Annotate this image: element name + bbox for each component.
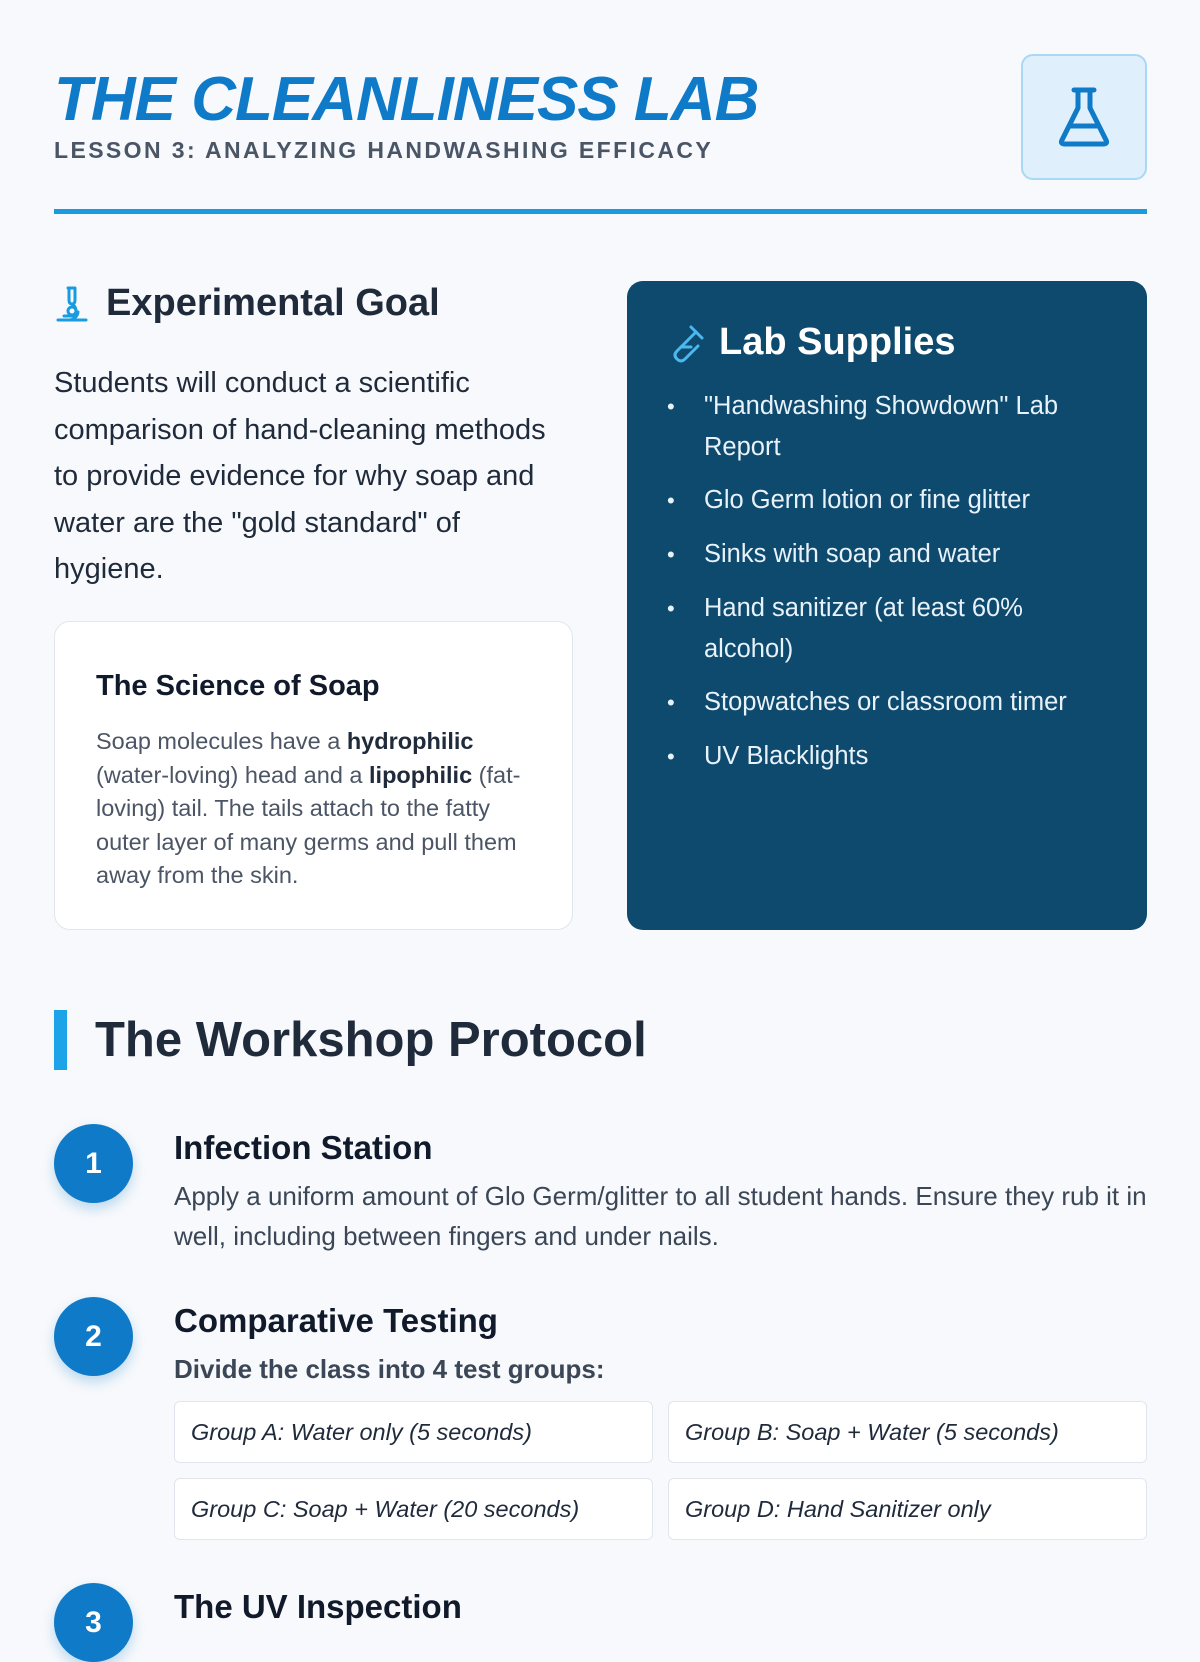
test-group-c: Group C: Soap + Water (20 seconds)	[174, 1478, 653, 1540]
bullet-icon: •	[667, 542, 675, 567]
science-of-soap-card	[54, 621, 573, 930]
supplies-title: Lab Supplies	[719, 321, 956, 363]
microscope-icon	[54, 285, 90, 323]
supply-item	[667, 682, 1107, 723]
supply-label: "Handwashing Showdown" Lab Report	[704, 392, 1059, 461]
step-body	[174, 1587, 1147, 1627]
supply-label: Stopwatches or classroom timer	[704, 688, 1067, 716]
soap-text-part: Soap molecules have a	[96, 728, 347, 754]
supplies-heading	[667, 321, 1107, 364]
step-description: Apply a uniform amount of Glo Germ/glitter to all student hands. Ensure they rub it in well, including between fingers and under nails.	[174, 1181, 1147, 1251]
test-tube-icon	[667, 324, 705, 362]
supplies-list	[667, 386, 1107, 777]
goal-description: Students will conduct a scientific comparison of hand-cleaning methods to provide evidence for why soap and water are the "gold standard" of hygiene.	[54, 367, 546, 585]
supply-label: UV Blacklights	[704, 742, 869, 770]
flask-badge	[1021, 54, 1147, 180]
supply-label: Sinks with soap and water	[704, 540, 1001, 568]
step-body	[174, 1301, 1147, 1540]
page-subtitle: LESSON 3: ANALYZING HANDWASHING EFFICACY	[54, 137, 714, 163]
goal-title: Experimental Goal	[106, 282, 440, 324]
bullet-icon: •	[667, 596, 675, 621]
hydrophilic-term: hydrophilic	[346, 728, 474, 754]
step-subtitle: Divide the class into 4 test groups:	[174, 1354, 605, 1384]
supply-label: Glo Germ lotion or fine glitter	[704, 486, 1030, 514]
supply-item	[667, 534, 1107, 575]
test-group-d: Group D: Hand Sanitizer only	[668, 1478, 1147, 1540]
soap-text-part: (water-loving) head and a	[96, 761, 370, 788]
test-groups-grid	[174, 1401, 1147, 1540]
page-header	[54, 0, 1147, 214]
step-title: Infection Station	[174, 1129, 433, 1166]
step-number-badge: 2	[54, 1297, 133, 1376]
bullet-icon: •	[667, 690, 675, 715]
supply-item	[667, 386, 1107, 467]
bullet-icon: •	[667, 488, 675, 513]
protocol-heading	[54, 1010, 647, 1070]
step-number-badge: 3	[54, 1583, 133, 1662]
bullet-icon: •	[667, 744, 675, 769]
test-group-b: Group B: Soap + Water (5 seconds)	[668, 1401, 1147, 1463]
protocol-title: The Workshop Protocol	[95, 1013, 647, 1067]
section-accent-bar	[54, 1010, 67, 1070]
lab-supplies-panel	[627, 281, 1147, 930]
soap-text-part: (fat-loving) tail. The tails attach to the fatty outer layer of many germs and pull them away from the skin.	[96, 761, 521, 888]
soap-card-title: The Science of Soap	[96, 670, 380, 702]
flask-icon	[1057, 86, 1111, 148]
page-title: THE CLEANLINESS LAB	[54, 65, 759, 134]
supply-item	[667, 588, 1107, 669]
goal-heading	[54, 282, 440, 325]
step-title: The UV Inspection	[174, 1588, 462, 1625]
lesson-page	[54, 0, 1147, 1639]
supply-label: Hand sanitizer (at least 60% alcohol)	[704, 594, 1023, 663]
step-title: Comparative Testing	[174, 1302, 498, 1339]
step-number-badge: 1	[54, 1124, 133, 1203]
supply-item	[667, 480, 1107, 521]
test-group-a: Group A: Water only (5 seconds)	[174, 1401, 653, 1463]
supply-item	[667, 736, 1107, 777]
bullet-icon: •	[667, 394, 675, 419]
lipophilic-term: lipophilic	[369, 761, 473, 788]
soap-card-text	[96, 725, 532, 893]
step-body	[174, 1128, 1147, 1256]
